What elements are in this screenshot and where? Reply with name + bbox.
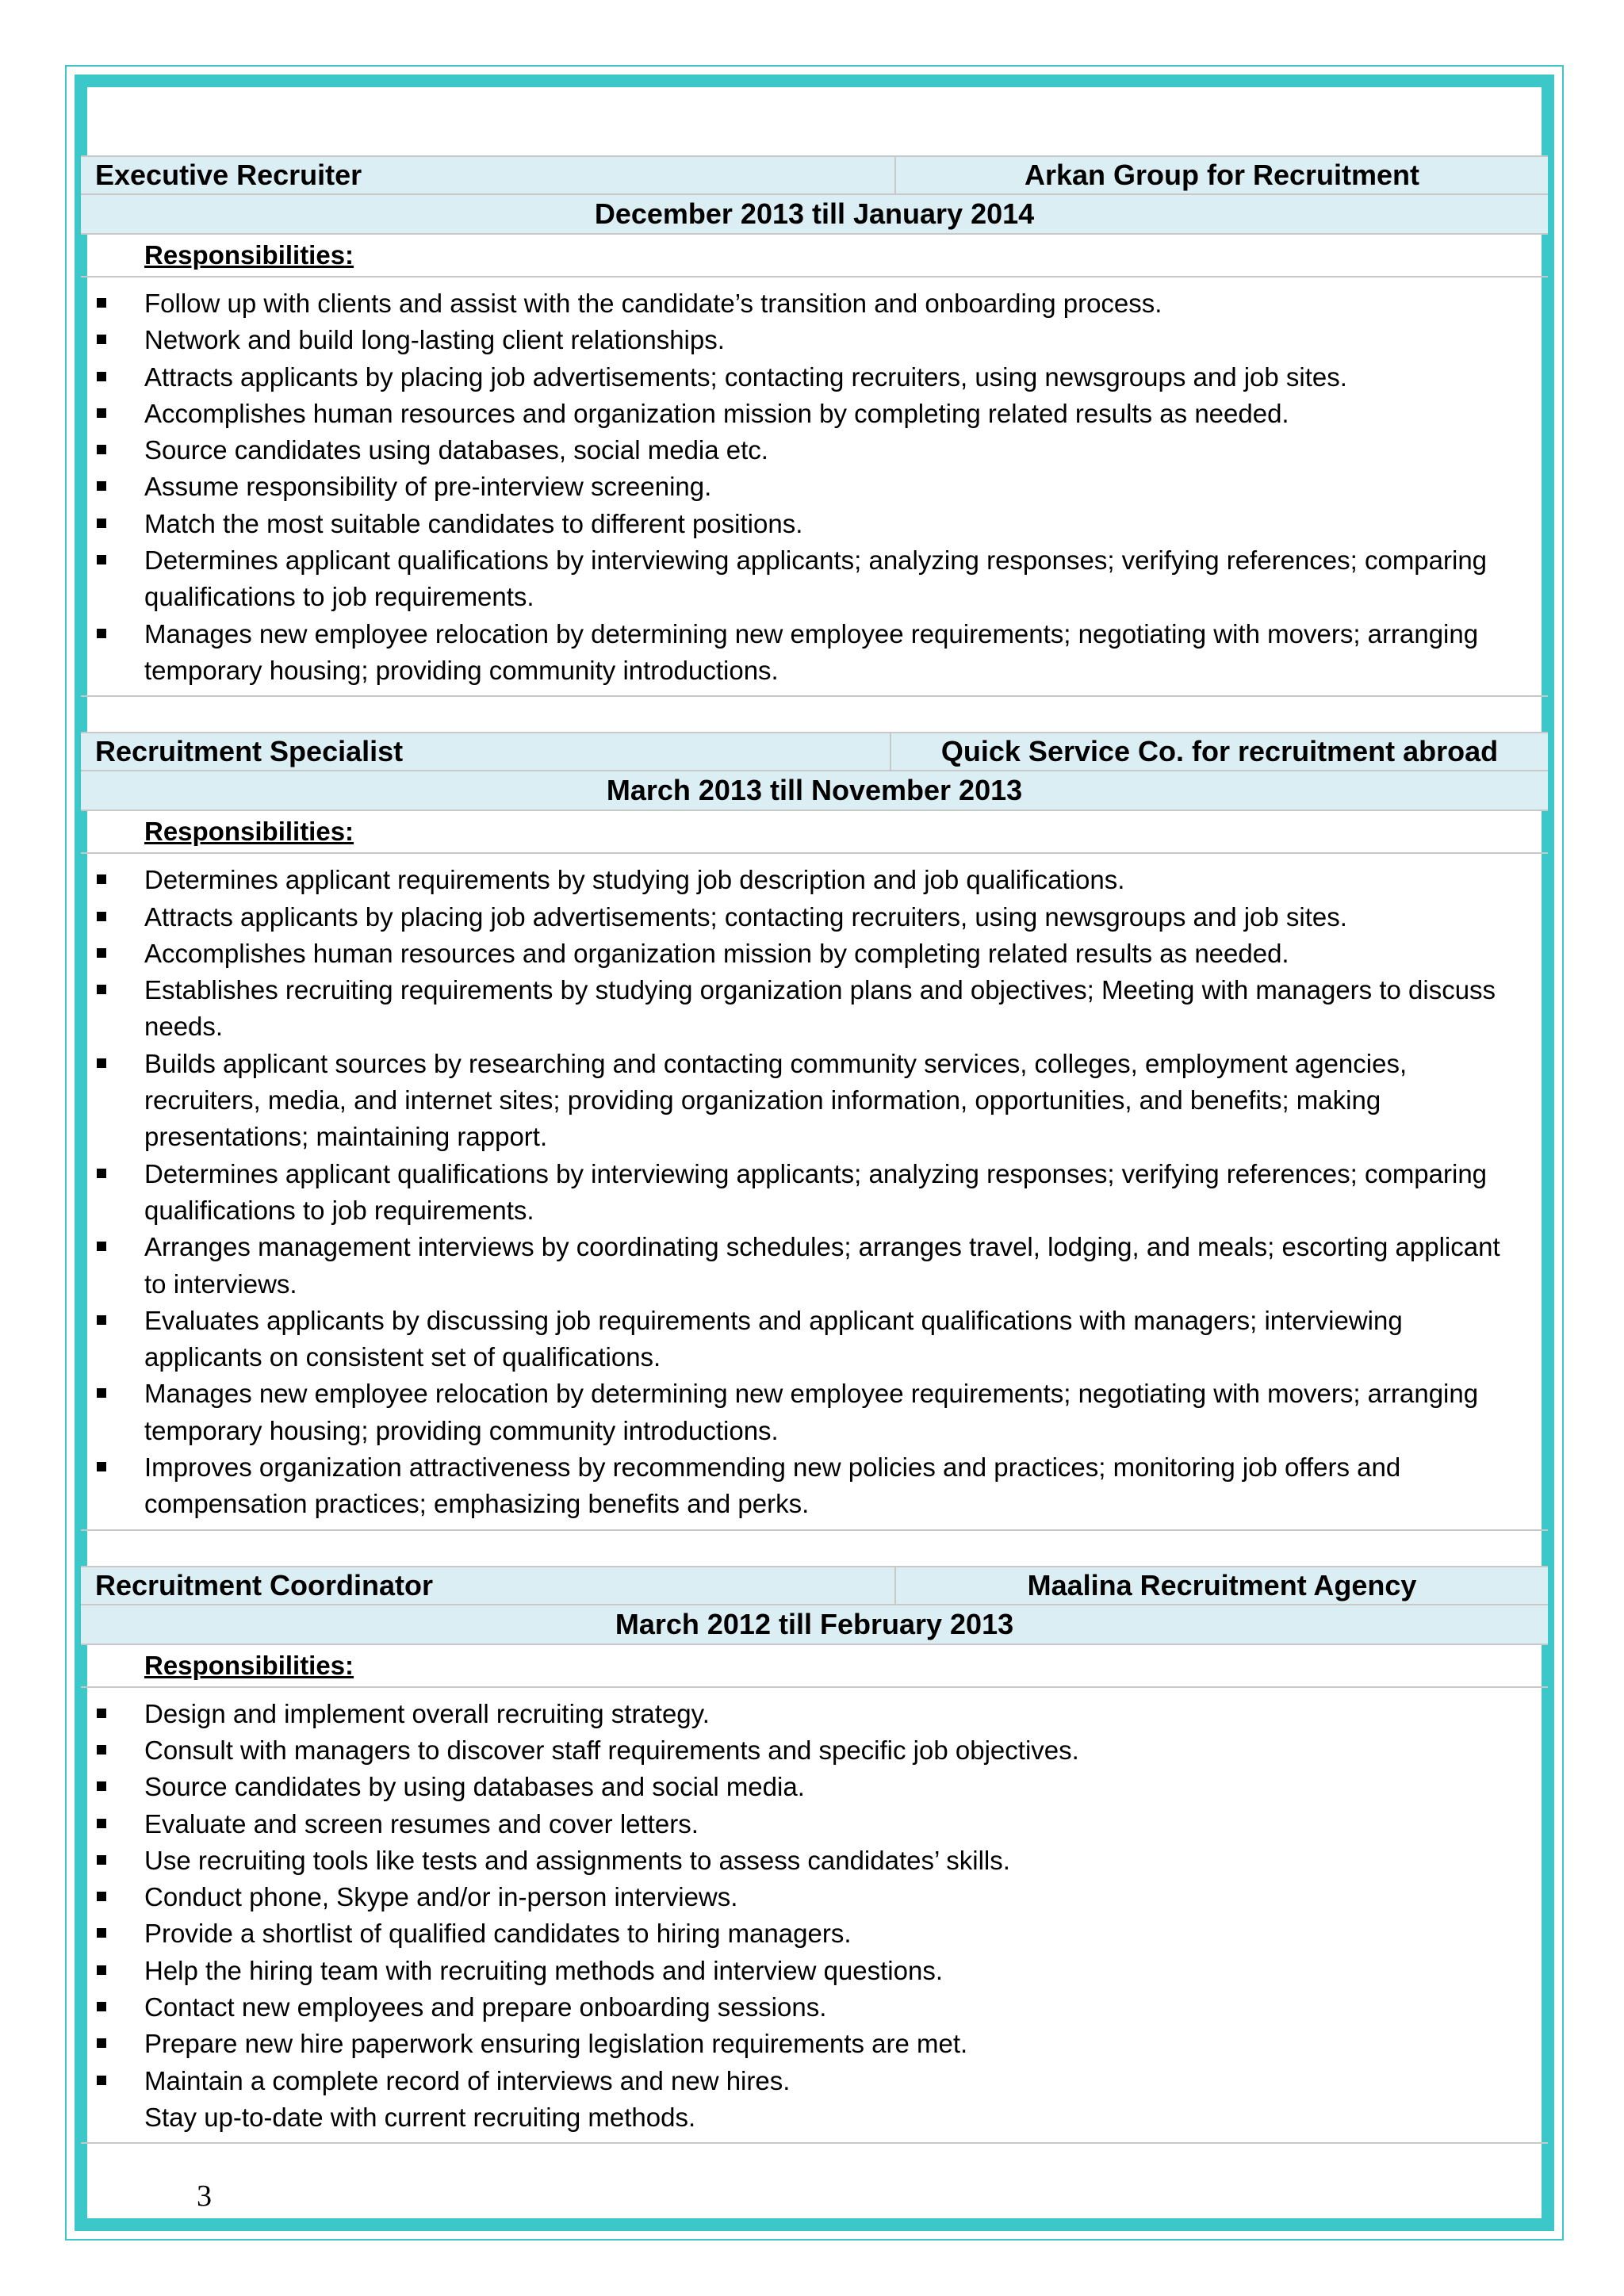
list-item: Source candidates using databases, social media etc. xyxy=(81,432,1548,469)
responsibilities-list xyxy=(81,1688,1548,2145)
list-item: Builds applicant sources by researching and contacting community services, colleges, employment agencies, recruiters, media, and internet sites; providing organization information, opportunities, and benefits; making presentations; maintaining rapport. xyxy=(81,1046,1548,1156)
list-item: Evaluates applicants by discussing job requirements and applicant qualifications with managers; interviewing applicants on consistent set of qualifications. xyxy=(81,1303,1548,1376)
list-item: Determines applicant requirements by studying job description and job qualifications. xyxy=(81,862,1548,898)
list-item: Determines applicant qualifications by interviewing applicants; analyzing responses; verifying references; comparing qualifications to job requirements. xyxy=(81,542,1548,616)
responsibilities-label: Responsibilities: xyxy=(144,240,354,270)
list-item: Assume responsibility of pre-interview screening. xyxy=(81,469,1548,505)
list-item: Contact new employees and prepare onboarding sessions. xyxy=(81,1989,1548,2026)
job-dates: December 2013 till January 2014 xyxy=(81,195,1548,235)
responsibilities-list xyxy=(81,277,1548,697)
list-item: Attracts applicants by placing job advertisements; contacting recruiters, using newsgroups and job sites. xyxy=(81,899,1548,936)
list-item: Improves organization attractiveness by recommending new policies and practices; monitoring job offers and compensation practices; emphasizing benefits and perks. xyxy=(81,1449,1548,1523)
responsibilities-list xyxy=(81,854,1548,1530)
responsibilities-label: Responsibilities: xyxy=(144,817,354,847)
company-name: Maalina Recruitment Agency xyxy=(896,1567,1548,1604)
list-item-trailing: Stay up-to-date with current recruiting methods. xyxy=(144,2102,696,2132)
list-item: Accomplishes human resources and organization mission by completing related results as needed. xyxy=(81,396,1548,432)
job-entry-executive-recruiter xyxy=(81,155,1548,697)
job-title: Executive Recruiter xyxy=(81,157,896,193)
list-item: Determines applicant qualifications by interviewing applicants; analyzing responses; verifying references; comparing qualifications to job requirements. xyxy=(81,1156,1548,1230)
responsibilities-label: Responsibilities: xyxy=(144,1650,354,1680)
job-header-row xyxy=(81,1566,1548,1605)
responsibilities-heading xyxy=(81,1645,1548,1688)
responsibilities-heading xyxy=(81,811,1548,854)
list-item: Establishes recruiting requirements by studying organization plans and objectives; Meeting with managers to discuss needs. xyxy=(81,972,1548,1046)
job-title: Recruitment Coordinator xyxy=(81,1567,896,1604)
list-item: Evaluate and screen resumes and cover letters. xyxy=(81,1806,1548,1843)
list-item: Source candidates by using databases and social media. xyxy=(81,1769,1548,1805)
job-dates: March 2012 till February 2013 xyxy=(81,1605,1548,1645)
list-item: Conduct phone, Skype and/or in-person interviews. xyxy=(81,1879,1548,1915)
section-spacer xyxy=(81,697,1548,732)
list-item: Provide a shortlist of qualified candidates to hiring managers. xyxy=(81,1915,1548,1952)
job-title: Recruitment Specialist xyxy=(81,733,891,770)
list-item: Network and build long-lasting client relationships. xyxy=(81,322,1548,358)
list-item: Consult with managers to discover staff requirements and specific job objectives. xyxy=(81,1732,1548,1769)
job-entry-recruitment-specialist xyxy=(81,732,1548,1530)
company-name: Quick Service Co. for recruitment abroad xyxy=(891,733,1548,770)
list-item: Follow up with clients and assist with the candidate’s transition and onboarding process. xyxy=(81,285,1548,322)
list-item: Maintain a complete record of interviews and new hires. xyxy=(81,2063,1548,2099)
list-item: Help the hiring team with recruiting methods and interview questions. xyxy=(81,1953,1548,1989)
list-item: Use recruiting tools like tests and assignments to assess candidates’ skills. xyxy=(81,1843,1548,1879)
job-header-row xyxy=(81,732,1548,771)
resume-experience-section xyxy=(81,155,1548,2144)
responsibilities-heading xyxy=(81,235,1548,277)
job-dates: March 2013 till November 2013 xyxy=(81,771,1548,811)
page-number: 3 xyxy=(197,2179,212,2213)
job-header-row xyxy=(81,155,1548,195)
list-item: Manages new employee relocation by determining new employee requirements; negotiating with movers; arranging temporary housing; providing community introductions. xyxy=(81,616,1548,690)
list-item: Accomplishes human resources and organization mission by completing related results as needed. xyxy=(81,936,1548,972)
list-item: Prepare new hire paperwork ensuring legislation requirements are met. xyxy=(81,2026,1548,2062)
list-item: Manages new employee relocation by determining new employee requirements; negotiating with movers; arranging temporary housing; providing community introductions. xyxy=(81,1376,1548,1449)
job-entry-recruitment-coordinator xyxy=(81,1566,1548,2145)
section-spacer xyxy=(81,1531,1548,1566)
list-item: Attracts applicants by placing job advertisements; contacting recruiters, using newsgroups and job sites. xyxy=(81,359,1548,396)
list-item: Arranges management interviews by coordinating schedules; arranges travel, lodging, and meals; escorting applicant to interviews. xyxy=(81,1229,1548,1303)
list-item: Design and implement overall recruiting strategy. xyxy=(81,1696,1548,1732)
company-name: Arkan Group for Recruitment xyxy=(896,157,1548,193)
list-item: Match the most suitable candidates to different positions. xyxy=(81,506,1548,542)
